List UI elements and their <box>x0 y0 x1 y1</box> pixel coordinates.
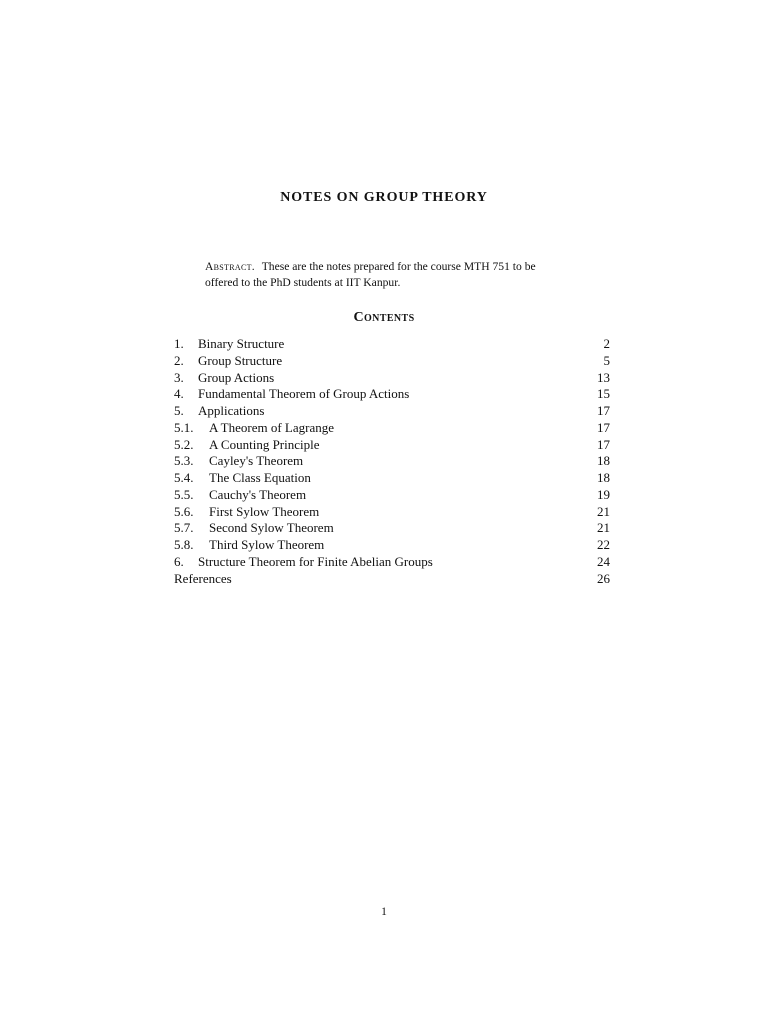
toc-entry-page: 18 <box>597 453 610 469</box>
toc-entry-number: 6. <box>174 553 184 569</box>
toc-entry-page: 24 <box>597 553 610 569</box>
toc-entry-title: The Class Equation <box>209 470 311 485</box>
toc-entry-title: First Sylow Theorem <box>209 503 320 519</box>
toc-entry-number: 2. <box>174 352 184 368</box>
toc-entry-number: 5. <box>174 403 184 418</box>
toc-entry[interactable] <box>174 504 610 521</box>
toc-entry-title: Third Sylow Theorem <box>209 537 325 552</box>
page-number: 1 <box>381 906 387 918</box>
toc-entry-title: Fundamental Theorem of Group Actions <box>198 386 410 402</box>
toc-entry-title: Group Actions <box>198 369 275 385</box>
toc-entry-title: Cauchy's Theorem <box>209 486 307 502</box>
toc-entry-number: 1. <box>174 336 184 351</box>
toc-entry-page: 17 <box>597 419 610 435</box>
toc-entry-page: 21 <box>597 503 610 519</box>
toc-entry[interactable] <box>174 370 610 387</box>
abstract <box>205 259 570 291</box>
toc-entry[interactable] <box>174 571 610 588</box>
abstract-label: Abstract. <box>205 260 255 273</box>
toc-entry-number: 5.4. <box>174 470 194 485</box>
toc-entry-title: Applications <box>198 403 265 418</box>
toc-entry-page: 26 <box>597 570 610 586</box>
toc-entry-number: 5.1. <box>174 419 194 435</box>
toc-entry[interactable] <box>174 353 610 370</box>
toc-entry[interactable] <box>174 437 610 454</box>
toc-entry-page: 17 <box>597 403 610 418</box>
toc-entry[interactable] <box>174 554 610 571</box>
toc-entry[interactable] <box>174 386 610 403</box>
toc-entry-page: 5 <box>603 352 610 368</box>
toc-entry[interactable] <box>174 470 610 487</box>
toc-entry[interactable] <box>174 403 610 420</box>
toc-entry-title: Structure Theorem for Finite Abelian Groups <box>198 553 433 569</box>
abstract-text: These are the notes prepared for the course MTH 751 to be offered to the PhD students at IIT Kanpur. <box>205 260 536 289</box>
toc-entry-title: Cayley's Theorem <box>209 453 304 469</box>
document-title: NOTES ON GROUP THEORY <box>280 190 488 205</box>
toc-entry-title: Group Structure <box>198 352 283 368</box>
toc-entry-number: 5.3. <box>174 453 194 469</box>
toc-entry-page: 19 <box>597 486 610 502</box>
toc-entry-title: References <box>174 570 232 586</box>
toc-entry-number: 5.6. <box>174 503 194 519</box>
toc-entry-page: 2 <box>603 336 610 351</box>
toc-entry-number: 5.8. <box>174 537 194 552</box>
contents-heading: Contents <box>353 310 415 325</box>
toc-entry-number: 5.2. <box>174 436 194 452</box>
toc-entry-number: 5.7. <box>174 520 194 536</box>
toc-entry-page: 22 <box>597 537 610 552</box>
toc-entry-title: A Theorem of Lagrange <box>209 419 335 435</box>
toc-entry-number: 5.5. <box>174 486 194 502</box>
toc-entry-number: 3. <box>174 369 184 385</box>
toc-entry[interactable] <box>174 520 610 537</box>
table-of-contents <box>174 336 610 587</box>
toc-entry[interactable] <box>174 453 610 470</box>
toc-entry-page: 13 <box>597 369 610 385</box>
toc-entry-page: 21 <box>597 520 610 536</box>
toc-entry-number: 4. <box>174 386 184 402</box>
toc-entry[interactable] <box>174 537 610 554</box>
toc-entry-title: A Counting Principle <box>209 436 320 452</box>
toc-entry-title: Second Sylow Theorem <box>209 520 334 536</box>
toc-entry-page: 15 <box>597 386 610 402</box>
toc-entry-title: Binary Structure <box>198 336 285 351</box>
toc-entry[interactable] <box>174 487 610 504</box>
toc-entry[interactable] <box>174 336 610 353</box>
toc-entry[interactable] <box>174 420 610 437</box>
toc-entry-page: 17 <box>597 436 610 452</box>
toc-entry-page: 18 <box>597 470 610 485</box>
